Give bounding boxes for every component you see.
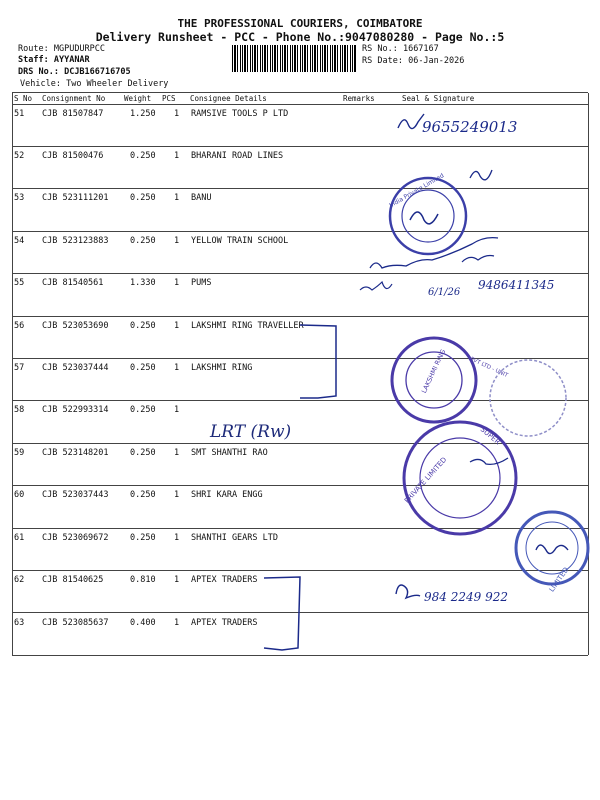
- bracket-line-rows-62-63: [264, 577, 300, 650]
- handwritten-phone-row55: 9486411345: [478, 278, 555, 292]
- company-stamp-3: [403, 422, 516, 534]
- rs-date-line: RS Date: 06-Jan-2026: [362, 56, 465, 66]
- handwritten-phone-row51: 9655249013: [422, 118, 518, 136]
- drs-value: DCJB166716705: [64, 67, 131, 77]
- col-header-remarks: Remarks: [343, 94, 375, 103]
- table-right-border: [588, 93, 589, 655]
- staff-line: Staff: AYYANAR: [18, 55, 90, 65]
- col-header-weight: Weight: [124, 94, 152, 103]
- col-header-sno: S No: [14, 94, 33, 103]
- signature-row51: [398, 114, 424, 129]
- col-header-seal-signature: Seal & Signature: [402, 94, 475, 103]
- drs-line: DRS No.: DCJB166716705: [18, 67, 131, 77]
- signature-row55: [360, 282, 392, 290]
- barcode: [232, 45, 356, 72]
- handwritten-date-row55: 6/1/26: [428, 287, 461, 298]
- signature-row52: [470, 170, 492, 180]
- runsheet-subtitle: Delivery Runsheet - PCC - Phone No.:9047080280 - Page No.:5: [95, 30, 505, 44]
- company-stamp-2: [392, 338, 509, 422]
- col-header-consignment: Consignment No: [42, 94, 106, 103]
- company-title: THE PROFESSIONAL COURIERS, COIMBATORE: [177, 17, 423, 30]
- svg-text:LIMITED: LIMITED: [547, 565, 571, 594]
- vehicle-line: Vehicle: Two Wheeler Delivery: [20, 79, 169, 89]
- runsheet-page: THE PROFESSIONAL COURIERS, COIMBATORE Delivery Runsheet - PCC - Phone No.:9047080280 - Page No.:5 Route: MGPUDURPCC Staff: AYYANAR DRS No.: DCJB166716705 Vehicle: Two Wheeler Delivery RS No.: 1667167 RS Date: 06-Jan-2026 S No Consignment No Weight PCS Consignee Details Remarks Seal & Signature 51 CJB 81507847 1.250 1 RAMSIVE TOOLS P LTD 52 CJB 81500476 0.250 1 BHARANI ROAD LINES 53 CJB 523111201 0.250 1 BANU 54 CJB 523123883 0.250 1 YELLOW TRAIN SCHOOL 55 CJB 81540561 1.330 1 PUMS 56 CJB 523053690 0.250 1 LAKSHMI RING TRAVELLER 57 CJB 523037444 0.250 1 LAKSHMI RING 58 CJB 522993314 0.250 1 59 CJB 523148201 0.250 1 SMT SHANTHI RAO 60 CJB 523037443 0.250 1 SHRI KARA ENGG 61 CJB 523069672 0.250 1 SHANTHI GEARS LTD 62 CJB 81540625 0.810 1 APTEX TRADERS 63 CJB 523085637 0.400 1 APTEX TRADERS 9655249013 9486411345 6/1/26 LRT (Rw) 984 2249 922 India Private Limited LAKSHMI RING PVT LTD - UNIT PRIVATE LIMITED SUPER LIMITED: [0, 0, 600, 800]
- col-header-consignee: Consignee Details: [190, 94, 267, 103]
- svg-text:India Private Limited: India Private Limited: [388, 172, 446, 210]
- header-bottom-border: [12, 104, 588, 105]
- svg-text:LAKSHMI RING: LAKSHMI RING: [419, 348, 448, 395]
- rs-no-line: RS No.: 1667167: [362, 44, 439, 54]
- vehicle-value: Two Wheeler Delivery: [66, 79, 169, 89]
- handwritten-phone-row62: 984 2249 922: [424, 590, 508, 604]
- table-top-border: [12, 92, 588, 93]
- col-header-pcs: PCS: [162, 94, 176, 103]
- bracket-line-rows-56-58: [300, 325, 336, 398]
- signature-row62: [396, 585, 420, 598]
- route-line: Route: MGPUDURPCC: [18, 44, 106, 54]
- table-bottom-border: [12, 655, 588, 656]
- route-value: MGPUDURPCC: [53, 44, 106, 54]
- rs-no-value: 1667167: [402, 44, 439, 54]
- company-stamp-1: [388, 172, 466, 254]
- rs-date-value: 06-Jan-2026: [408, 56, 465, 66]
- svg-text:PRIVATE LIMITED: PRIVATE LIMITED: [403, 455, 449, 505]
- signature-row54: [370, 238, 498, 268]
- staff-value: AYYANAR: [53, 55, 90, 65]
- svg-text:SUPER: SUPER: [478, 425, 502, 447]
- faded-stamp: [490, 360, 566, 436]
- company-stamp-4: [516, 512, 588, 594]
- handwritten-note-row58: LRT (Rw): [210, 422, 292, 442]
- svg-text:PVT LTD - UNIT: PVT LTD - UNIT: [469, 356, 509, 380]
